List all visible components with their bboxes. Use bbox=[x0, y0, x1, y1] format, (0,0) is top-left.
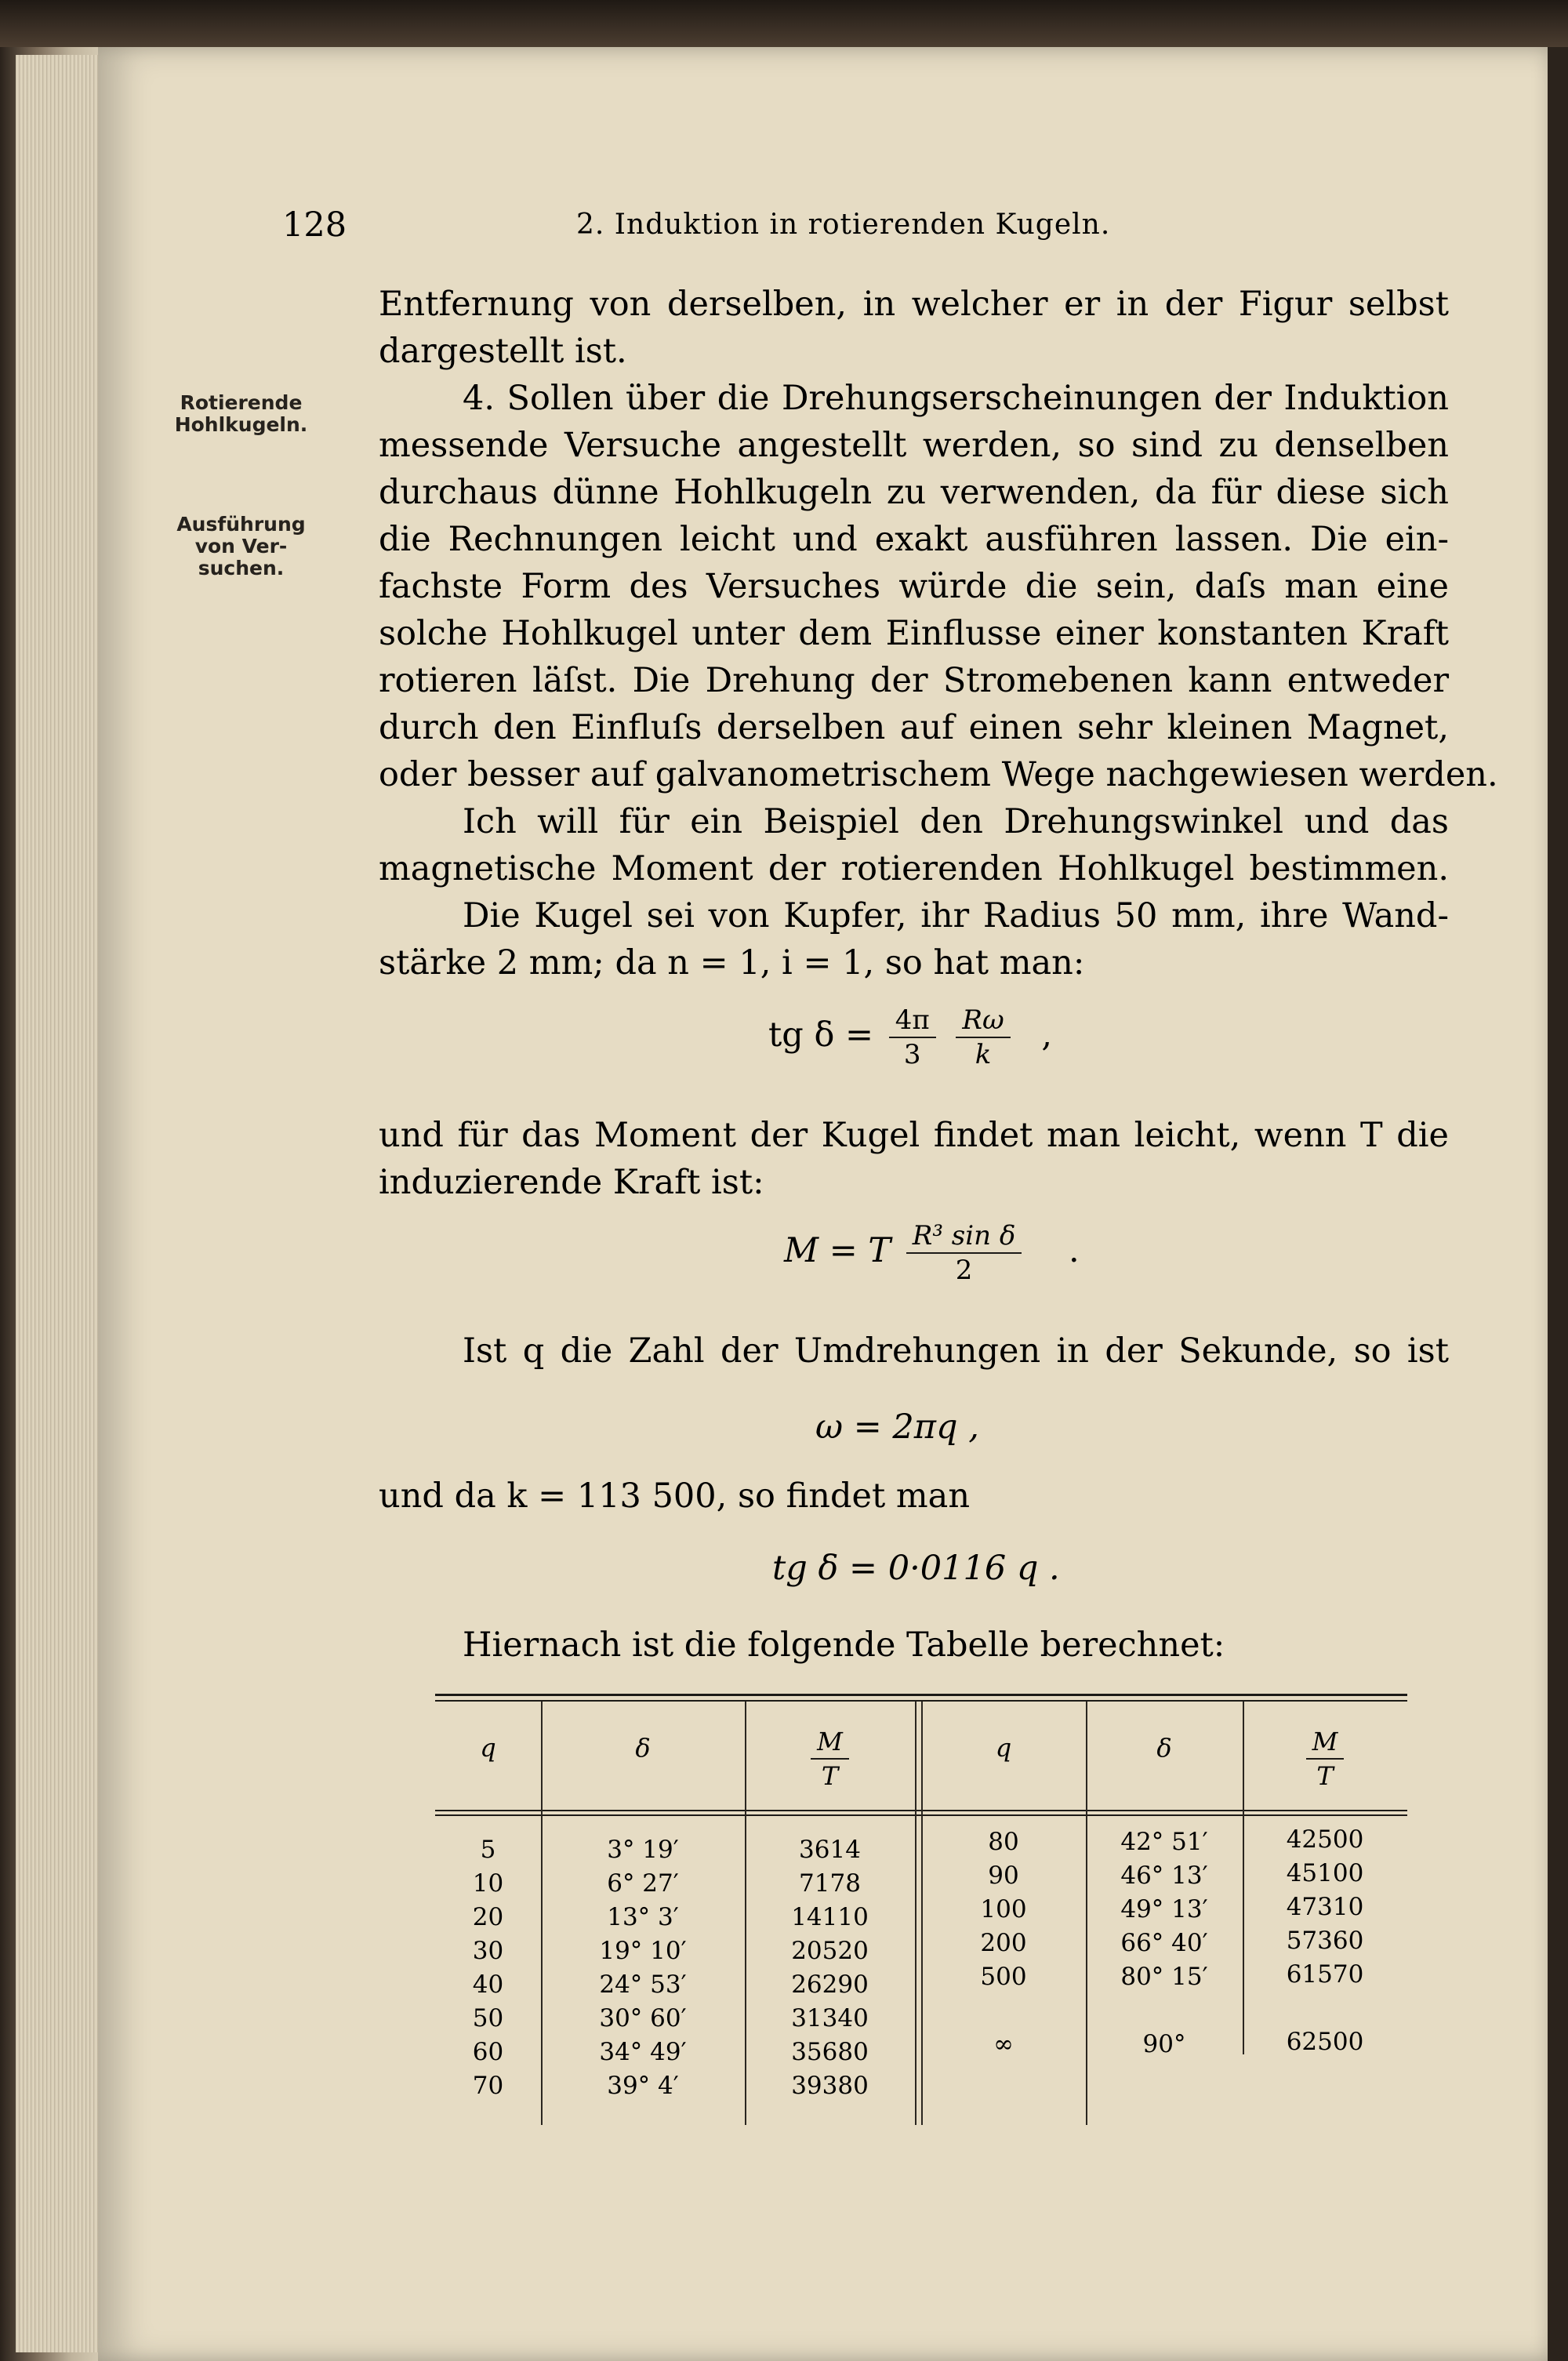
body-line: durchaus dünne Hohlkugeln zu verwenden, da für diese sich bbox=[379, 473, 1449, 512]
page-number: 128 bbox=[282, 205, 347, 245]
margin-note-line: Rotierende bbox=[180, 391, 303, 414]
table-cell bbox=[1086, 2061, 1243, 2095]
fraction-denominator: k bbox=[975, 1039, 992, 1070]
table-cell: 66° 40′ bbox=[1120, 1929, 1208, 1957]
table-cell: ∞ bbox=[993, 2030, 1014, 2058]
formula-lhs: tg δ = bbox=[768, 1015, 874, 1055]
table-cell: 6° 27′ bbox=[607, 1869, 679, 1898]
page-header bbox=[282, 205, 1466, 252]
margin-note-line: Hohlkugeln. bbox=[174, 413, 308, 436]
column-delta-left bbox=[541, 1833, 745, 2103]
body-line: induzierende Kraft ist: bbox=[379, 1163, 764, 1202]
formula-lhs: M = T bbox=[784, 1231, 891, 1270]
header-delta: δ bbox=[1156, 1733, 1172, 1763]
margin-note-hohlkugeln bbox=[114, 392, 368, 436]
table-cell: 39° 4′ bbox=[607, 2072, 679, 2100]
table-cell: 42500 bbox=[1286, 1825, 1364, 1854]
table-cell: 57360 bbox=[1286, 1927, 1364, 1955]
margin-note-line: von Ver- bbox=[194, 535, 288, 558]
table-cell: 47310 bbox=[1286, 1893, 1364, 1921]
body-line: magnetische Moment der rotierenden Hohlkugel bestimmen. bbox=[379, 849, 1449, 888]
fraction bbox=[906, 1219, 1022, 1287]
body-line: und für das Moment der Kugel findet man leicht, wenn T die bbox=[379, 1116, 1449, 1155]
table-cell: 30 bbox=[472, 1937, 504, 1965]
table-cell: 35680 bbox=[791, 2038, 869, 2066]
table-cell: 90° bbox=[1142, 2030, 1186, 2058]
fraction bbox=[956, 1004, 1010, 1071]
table-cell: 31340 bbox=[791, 2004, 869, 2032]
table-cell: 10 bbox=[472, 1869, 504, 1898]
body-line: fachste Form des Versuches würde die sein, daſs man eine bbox=[379, 567, 1449, 606]
column-q-left bbox=[435, 1833, 541, 2103]
table-cell: 24° 53′ bbox=[599, 1971, 687, 1999]
body-line: Ich will für ein Beispiel den Drehungswinkel und das bbox=[463, 802, 1449, 841]
table-cell: 34° 49′ bbox=[599, 2038, 687, 2066]
table-cell: 19° 10′ bbox=[599, 1937, 687, 1965]
table-cell: 80 bbox=[988, 1828, 1019, 1856]
header-q: q bbox=[995, 1733, 1012, 1763]
header-m-over-t bbox=[1243, 1725, 1407, 1793]
table-cell: 20520 bbox=[791, 1937, 869, 1965]
table-cell: 45100 bbox=[1286, 1859, 1364, 1887]
formula-tg-delta-numeric: tg δ = 0·0116 q . bbox=[772, 1549, 1060, 1588]
fraction-denominator: 2 bbox=[955, 1255, 973, 1286]
table-cell: 7178 bbox=[799, 1869, 861, 1898]
table-cell: 3° 19′ bbox=[607, 1836, 679, 1864]
table-cell: 13° 3′ bbox=[607, 1903, 679, 1931]
body-line: durch den Einfluſs derselben auf einen sehr kleinen Magnet, bbox=[379, 708, 1449, 747]
fraction-numerator: R³ sin δ bbox=[906, 1219, 1022, 1254]
table-cell bbox=[1243, 2059, 1407, 2093]
body-line: solche Hohlkugel unter dem Einflusse einer konstanten Kraft bbox=[379, 614, 1449, 653]
table-cell bbox=[1243, 1992, 1407, 2025]
body-line: rotieren läſst. Die Drehung der Stromebenen kann entweder bbox=[379, 661, 1449, 700]
body-line: Hiernach ist die folgende Tabelle berechnet: bbox=[463, 1625, 1225, 1665]
formula-tg-delta bbox=[768, 1004, 1052, 1071]
running-title: 2. Induktion in rotierenden Kugeln. bbox=[576, 209, 1111, 241]
table-cell: 70 bbox=[472, 2072, 504, 2100]
body-line: stärke 2 mm; da n = 1, i = 1, so hat man: bbox=[379, 943, 1085, 983]
table-cell: 500 bbox=[980, 1963, 1027, 1991]
table-cell: 40 bbox=[472, 1971, 504, 1999]
table-cell: 5 bbox=[480, 1836, 496, 1864]
fraction-denominator: T bbox=[1316, 1761, 1334, 1791]
body-line: Ist q die Zahl der Umdrehungen in der Sekunde, so ist bbox=[463, 1331, 1449, 1371]
formula-punctuation: . bbox=[1068, 1231, 1080, 1270]
formula-punctuation: , bbox=[1041, 1015, 1053, 1055]
column-q-right bbox=[921, 1825, 1086, 2095]
formula-omega: ω = 2πq , bbox=[815, 1408, 979, 1447]
table-cell: 200 bbox=[980, 1929, 1027, 1957]
header-q: q bbox=[480, 1733, 496, 1763]
table-cell: 20 bbox=[472, 1903, 504, 1931]
table-cell: 3614 bbox=[799, 1836, 861, 1864]
table-cell: 30° 60′ bbox=[599, 2004, 687, 2032]
table-cell bbox=[1086, 1994, 1243, 2028]
table-top-rule bbox=[435, 1694, 1407, 1696]
body-line: oder besser auf galvanometrischem Wege nachgewiesen werden. bbox=[379, 755, 1498, 794]
table-cell: 42° 51′ bbox=[1120, 1828, 1208, 1856]
body-line: messende Versuche angestellt werden, so sind zu denselben bbox=[379, 426, 1449, 465]
fraction-denominator: T bbox=[821, 1761, 839, 1791]
column-mt-left bbox=[745, 1833, 915, 2103]
fraction-numerator: 4π bbox=[889, 1004, 936, 1038]
table-cell: 100 bbox=[980, 1895, 1027, 1923]
results-table bbox=[435, 1694, 1407, 2129]
body-line: Die Kugel sei von Kupfer, ihr Radius 50 mm, ihre Wand- bbox=[463, 896, 1449, 935]
fraction bbox=[889, 1004, 936, 1071]
table-cell: 80° 15′ bbox=[1120, 1963, 1208, 1991]
fraction bbox=[811, 1725, 849, 1793]
fraction bbox=[1306, 1725, 1345, 1793]
body-line: dargestellt ist. bbox=[379, 332, 627, 371]
body-line: die Rechnungen leicht und exakt ausführen lassen. Die ein- bbox=[379, 520, 1449, 559]
body-line: und da k = 113 500, so findet man bbox=[379, 1477, 971, 1516]
fraction-numerator: Rω bbox=[956, 1004, 1010, 1038]
body-line: Entfernung von derselben, in welcher er in der Figur selbst bbox=[379, 285, 1449, 324]
fraction-denominator: 3 bbox=[903, 1039, 921, 1070]
table-cell: 61570 bbox=[1286, 1960, 1364, 1989]
table-cell: 60 bbox=[472, 2038, 504, 2066]
book-right-edge bbox=[1548, 47, 1568, 2361]
table-cell: 50 bbox=[472, 2004, 504, 2032]
table-cell: 14110 bbox=[791, 1903, 869, 1931]
column-mt-right bbox=[1243, 1823, 1407, 2093]
book-top-edge bbox=[0, 0, 1568, 47]
margin-note-ausfuehrung bbox=[114, 514, 368, 579]
header-m-over-t bbox=[745, 1725, 915, 1793]
table-cell: 90 bbox=[988, 1862, 1019, 1890]
table-cell bbox=[921, 1994, 1086, 2028]
table-cell: 49° 13′ bbox=[1120, 1895, 1208, 1923]
margin-note-line: suchen. bbox=[198, 557, 285, 579]
body-line: 4. Sollen über die Drehungserscheinungen der Induktion bbox=[463, 379, 1449, 418]
fraction-numerator: M bbox=[811, 1725, 849, 1760]
header-delta: δ bbox=[635, 1733, 651, 1763]
table-cell bbox=[921, 2061, 1086, 2095]
table-cell: 62500 bbox=[1286, 2028, 1364, 2056]
formula-moment bbox=[784, 1219, 1080, 1287]
column-delta-right bbox=[1086, 1825, 1243, 2095]
table-cell: 39380 bbox=[791, 2072, 869, 2100]
stacked-page-edges bbox=[16, 55, 106, 2352]
table-cell: 26290 bbox=[791, 1971, 869, 1999]
table-column-divider bbox=[915, 1702, 916, 2125]
margin-note-line: Ausführung bbox=[176, 513, 306, 536]
fraction-numerator: M bbox=[1306, 1725, 1345, 1760]
table-cell: 46° 13′ bbox=[1120, 1862, 1208, 1890]
